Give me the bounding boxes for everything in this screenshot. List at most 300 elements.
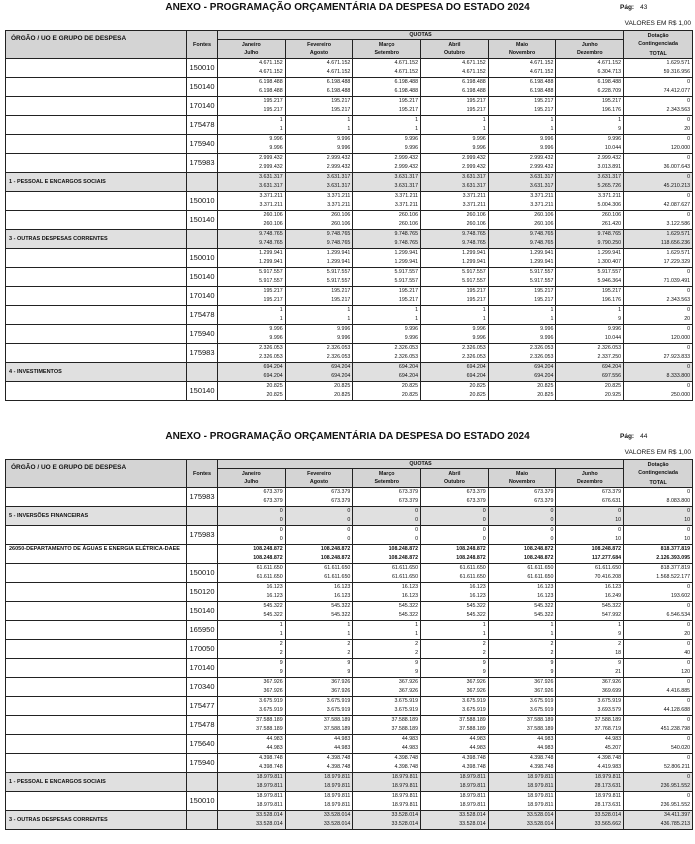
quota-second-half: 18.979.811 [459,802,486,808]
quota-first-half: 1 [550,307,554,313]
quota-cell [353,154,421,173]
quota-second-half: 3.675.919 [529,707,554,713]
dotacao-value: 0 [687,307,691,313]
quota-cell [556,507,624,526]
quota-second-half: 1 [415,631,419,637]
quota-second-half: 1 [550,316,554,322]
quota-second-half: 37.588.189 [459,726,486,732]
quota-first-half: 3.631.317 [462,174,486,180]
quota-first-half: 108.248.872 [523,546,554,552]
quota-cell [421,325,489,344]
quota-cell [488,659,556,678]
row-label: 1 - PESSOAL E ENCARGOS SOCIAIS [6,773,187,792]
header-fontes: Fontes [187,31,218,59]
quota-first-half: 3.675.919 [394,698,419,704]
quota-first-half: 9.996 [337,136,351,142]
quota-cell [285,773,353,792]
quota-cell [488,116,556,135]
quota-cell [285,602,353,621]
quota-second-half: 2.326.053 [529,354,554,360]
quota-first-half: 0 [415,508,419,514]
row-fonte: 150140 [187,602,218,621]
total-value: 17.229.329 [663,259,691,265]
row-label [6,97,187,116]
total-value: 40 [684,650,691,656]
total-value: 2.343.563 [666,297,691,303]
table-row [6,306,693,325]
row-label [6,678,187,697]
quota-cell [218,306,286,325]
quota-cell [218,211,286,230]
quota-second-half: 61.611.650 [391,574,419,580]
quota-cell [285,754,353,773]
quota-cell [218,507,286,526]
quota-second-half: 18.979.811 [391,802,419,808]
quota-first-half: 1 [347,117,351,123]
row-label [6,583,187,602]
row-label [6,59,187,78]
quota-second-half: 260.106 [331,221,351,227]
dotacao-total-cell [624,363,693,382]
quota-cell [285,678,353,697]
group-row [6,363,693,382]
quota-second-half: 0 [415,536,419,542]
quota-second-half: 61.611.650 [256,574,283,580]
quota-cell [353,621,421,640]
quota-second-half: 1 [482,126,486,132]
quota-first-half: 1 [618,307,622,313]
row-fonte: 150140 [187,78,218,97]
quota-first-half: 44.983 [604,736,622,742]
quota-second-half: 61.611.650 [459,574,486,580]
quota-second-half: 9 [415,669,419,675]
quota-cell [353,773,421,792]
dotacao-value: 0 [687,660,691,666]
quota-first-half: 33.528.014 [256,812,283,818]
quota-second-half: 1.300.407 [597,259,622,265]
quota-cell [285,545,353,564]
table-row [6,754,693,773]
quota-cell [285,583,353,602]
row-fonte [187,811,218,830]
quota-first-half: 61.611.650 [595,565,622,571]
row-fonte: 175640 [187,735,218,754]
quota-second-half: 1 [347,316,351,322]
quota-first-half: 1 [347,307,351,313]
total-value: 10 [684,536,691,542]
quota-first-half: 195.217 [466,98,486,104]
quota-cell [285,306,353,325]
quota-cell [285,154,353,173]
dotacao-value: 1.629.571 [666,250,691,256]
quota-cell [285,640,353,659]
quota-second-half: 196.176 [601,297,622,303]
quota-second-half: 195.217 [466,297,486,303]
quota-second-half: 2.326.053 [394,354,419,360]
quota-cell [285,249,353,268]
quota-first-half: 673.379 [398,489,419,495]
quota-first-half: 9.996 [472,326,486,332]
row-fonte [187,230,218,249]
total-value: 27.923.833 [663,354,691,360]
row-fonte: 170140 [187,97,218,116]
quota-second-half: 3.371.211 [327,202,351,208]
quota-cell [353,325,421,344]
quota-first-half: 5.917.557 [394,269,419,275]
quota-second-half: 16.123 [266,593,283,599]
quota-second-half: 3.675.919 [394,707,419,713]
group-row [6,230,693,249]
quota-cell [556,97,624,116]
quota-first-half: 3.675.919 [529,698,554,704]
table-row [6,59,693,78]
dotacao-value: 0 [687,364,691,370]
quota-cell [488,382,556,401]
quota-second-half: 1 [550,631,554,637]
quota-cell [218,697,286,716]
row-label [6,135,187,154]
quota-cell [488,697,556,716]
dotacao-total-cell [624,382,693,401]
quota-second-half: 2 [279,650,283,656]
table-row [6,325,693,344]
quota-second-half: 18 [615,650,622,656]
quota-cell [285,268,353,287]
quota-cell [218,230,286,249]
month-second-half: Outubro [443,50,465,56]
quota-second-half: 0 [550,536,554,542]
row-label: 26050-DEPARTAMENTO DE ÁGUAS E ENERGIA ELÉTRICA-DAEE [6,545,187,564]
quota-first-half: 20.825 [266,383,283,389]
quota-second-half: 9.748.765 [259,240,283,246]
quota-second-half: 3.631.317 [529,183,554,189]
quota-cell [285,735,353,754]
quota-cell [218,154,286,173]
quota-second-half: 9 [550,669,554,675]
quota-cell [421,545,489,564]
quota-cell [421,602,489,621]
quota-second-half: 4.398.748 [394,764,419,770]
quota-cell [488,640,556,659]
quota-second-half: 2 [550,650,554,656]
quota-first-half: 4.398.748 [259,755,283,761]
table-row [6,583,693,602]
quota-cell [353,735,421,754]
quota-first-half: 37.588.189 [459,717,486,723]
quota-cell [353,135,421,154]
dotacao-total-cell [624,602,693,621]
dotacao-total-cell [624,306,693,325]
quota-first-half: 37.588.189 [391,717,419,723]
quota-second-half: 3.371.211 [394,202,419,208]
month-first-half: Fevereiro [307,42,331,48]
quota-second-half: 18.979.811 [391,783,419,789]
quota-first-half: 195.217 [263,98,283,104]
dotacao-value: 0 [687,155,691,161]
quota-cell [421,135,489,154]
quota-first-half: 3.371.211 [530,193,554,199]
total-value: 3.122.586 [666,221,691,227]
quota-first-half: 195.217 [331,98,351,104]
header-month-pair [488,469,556,488]
quota-second-half: 3.371.211 [259,202,283,208]
row-label [6,640,187,659]
quota-first-half: 6.198.488 [462,79,486,85]
dotacao-value: 0 [687,383,691,389]
row-fonte: 150010 [187,249,218,268]
quota-first-half: 16.123 [604,584,622,590]
quota-second-half: 3.631.317 [259,183,283,189]
quota-cell [556,754,624,773]
total-value: 4.416.885 [666,688,691,694]
quota-second-half: 108.248.872 [253,555,283,561]
quota-first-half: 4.671.152 [326,60,351,66]
dotacao-total-cell [624,640,693,659]
currency-note: VALORES EM R$ 1,00 [624,20,691,27]
quota-first-half: 61.611.650 [256,565,283,571]
quota-first-half: 9.996 [269,326,283,332]
quota-second-half: 9.996 [269,145,283,151]
quota-second-half: 108.248.872 [456,555,486,561]
quota-cell [488,287,556,306]
quota-first-half: 108.248.872 [253,546,283,552]
quota-cell [421,249,489,268]
quota-cell [218,325,286,344]
quota-first-half: 33.528.014 [459,812,486,818]
quota-second-half: 0 [279,517,283,523]
month-second-half: Outubro [443,479,465,485]
dotacao-total-cell [624,659,693,678]
quota-cell [421,773,489,792]
month-second-half: Novembro [508,50,536,56]
quota-first-half: 3.675.919 [259,698,283,704]
quota-first-half: 195.217 [398,288,419,294]
quota-cell [421,678,489,697]
total-value: 20 [684,631,691,637]
header-quotas: QUOTAS [218,460,624,469]
table-row [6,735,693,754]
dotacao-value: 0 [687,79,691,85]
quota-second-half: 33.565.662 [594,821,622,827]
quota-first-half: 2.999.432 [326,155,351,161]
quota-second-half: 6.198.488 [529,88,554,94]
quota-cell [353,59,421,78]
quota-second-half: 5.917.557 [462,278,486,284]
quota-second-half: 3.675.919 [326,707,351,713]
quota-first-half: 4.398.748 [462,755,486,761]
page-label: Pág: [620,4,635,11]
quota-second-half: 9.996 [269,335,283,341]
quota-cell [218,773,286,792]
quota-second-half: 45.207 [604,745,622,751]
quota-second-half: 545.322 [331,612,351,618]
dotacao-value: 0 [687,603,691,609]
dotacao-total-cell [624,192,693,211]
quota-cell [556,621,624,640]
header-total: TOTAL [649,479,667,486]
quota-first-half: 9 [482,660,486,666]
quota-first-half: 260.106 [466,212,486,218]
total-value: 120.000 [670,145,691,151]
quota-second-half: 2.326.053 [462,354,486,360]
row-label [6,602,187,621]
quota-cell [488,811,556,830]
quota-second-half: 694.204 [466,373,486,379]
budget-table [5,30,693,401]
quota-second-half: 3.631.317 [326,183,351,189]
quota-cell [488,678,556,697]
quota-second-half: 3.371.211 [530,202,554,208]
quota-second-half: 18.979.811 [527,802,554,808]
row-label [6,287,187,306]
quota-first-half: 694.204 [331,364,351,370]
quota-cell [285,59,353,78]
quota-first-half: 5.917.557 [529,269,554,275]
quota-cell [285,97,353,116]
quota-second-half: 2.337.250 [597,354,622,360]
quota-cell [353,173,421,192]
quota-cell [488,135,556,154]
quota-first-half: 545.322 [263,603,283,609]
quota-cell [488,306,556,325]
quota-cell [285,344,353,363]
group-row [6,173,693,192]
quota-first-half: 2 [618,641,622,647]
quota-first-half: 195.217 [534,98,554,104]
quota-cell [218,116,286,135]
quota-second-half: 673.379 [331,498,351,504]
total-value: 236.951.552 [660,802,691,808]
quota-cell [421,363,489,382]
row-fonte: 150010 [187,59,218,78]
quota-first-half: 9.996 [269,136,283,142]
quota-cell [218,811,286,830]
quota-second-half: 44.983 [266,745,283,751]
quota-first-half: 545.322 [398,603,419,609]
quota-cell [488,792,556,811]
quota-second-half: 195.217 [534,107,554,113]
header-quotas: QUOTAS [218,31,624,40]
row-fonte: 175478 [187,116,218,135]
header-contingenciada: Contingenciada [638,40,678,47]
quota-second-half: 20.825 [537,392,554,398]
quota-cell [421,640,489,659]
month-second-half: Agosto [309,479,329,485]
quota-cell [218,59,286,78]
quota-cell [218,526,286,545]
quota-first-half: 545.322 [601,603,622,609]
quota-cell [488,507,556,526]
quota-cell [421,564,489,583]
quota-cell [353,697,421,716]
quota-cell [353,211,421,230]
quota-second-half: 61.611.650 [527,574,554,580]
quota-first-half: 9.748.765 [394,231,419,237]
quota-second-half: 44.983 [401,745,419,751]
quota-first-half: 2 [347,641,351,647]
quota-cell [218,363,286,382]
row-label [6,659,187,678]
row-label: 1 - PESSOAL E ENCARGOS SOCIAIS [6,173,187,192]
month-second-half: Setembro [374,50,399,56]
quota-first-half: 3.675.919 [462,698,486,704]
page-number-value: 43 [640,4,648,11]
quota-second-half: 9.996 [472,335,486,341]
row-label: 3 - OUTRAS DESPESAS CORRENTES [6,230,187,249]
row-fonte: 150010 [187,192,218,211]
quota-second-half: 4.419.983 [597,764,622,770]
quota-second-half: 9.996 [337,335,351,341]
quota-second-half: 3.693.579 [597,707,622,713]
quota-cell [556,602,624,621]
dotacao-total-cell [624,792,693,811]
quota-second-half: 1 [482,631,486,637]
quota-first-half: 9.748.765 [529,231,554,237]
row-label [6,697,187,716]
quota-first-half: 9.996 [607,136,622,142]
quota-first-half: 545.322 [466,603,486,609]
quota-second-half: 3.631.317 [394,183,419,189]
quota-cell [353,659,421,678]
row-fonte: 175983 [187,526,218,545]
row-fonte: 150010 [187,792,218,811]
quota-first-half: 37.588.189 [323,717,351,723]
quota-second-half: 9.996 [472,145,486,151]
quota-first-half: 1 [482,307,486,313]
quota-first-half: 3.631.317 [259,174,283,180]
quota-first-half: 4.398.748 [597,755,622,761]
quota-first-half: 367.926 [466,679,486,685]
quota-first-half: 2 [550,641,554,647]
quota-first-half: 6.198.488 [597,79,622,85]
quota-cell [488,545,556,564]
quota-cell [556,735,624,754]
quota-second-half: 367.926 [398,688,419,694]
quota-cell [488,211,556,230]
dotacao-value: 0 [687,679,691,685]
quota-first-half: 1 [550,622,554,628]
quota-second-half: 195.217 [331,107,351,113]
row-label [6,792,187,811]
total-value: 20 [684,316,691,322]
quota-cell [488,716,556,735]
row-fonte: 175477 [187,697,218,716]
quota-second-half: 545.322 [466,612,486,618]
month-second-half: Julho [244,50,259,56]
quota-second-half: 4.671.152 [259,69,283,75]
dotacao-total-cell [624,173,693,192]
dotacao-value: 0 [687,508,691,514]
quota-cell [488,249,556,268]
quota-second-half: 6.198.488 [462,88,486,94]
quota-cell [353,754,421,773]
quota-cell [488,325,556,344]
quota-first-half: 260.106 [398,212,419,218]
quota-first-half: 195.217 [601,98,622,104]
quota-cell [285,173,353,192]
quota-cell [353,583,421,602]
quota-second-half: 2.999.432 [326,164,351,170]
quota-cell [353,382,421,401]
quota-second-half: 20.825 [469,392,486,398]
quota-cell [285,526,353,545]
quota-first-half: 18.979.811 [459,774,486,780]
row-fonte: 175478 [187,306,218,325]
quota-cell [285,659,353,678]
total-value: 20 [684,126,691,132]
quota-first-half: 61.611.650 [527,565,554,571]
quota-cell [488,97,556,116]
